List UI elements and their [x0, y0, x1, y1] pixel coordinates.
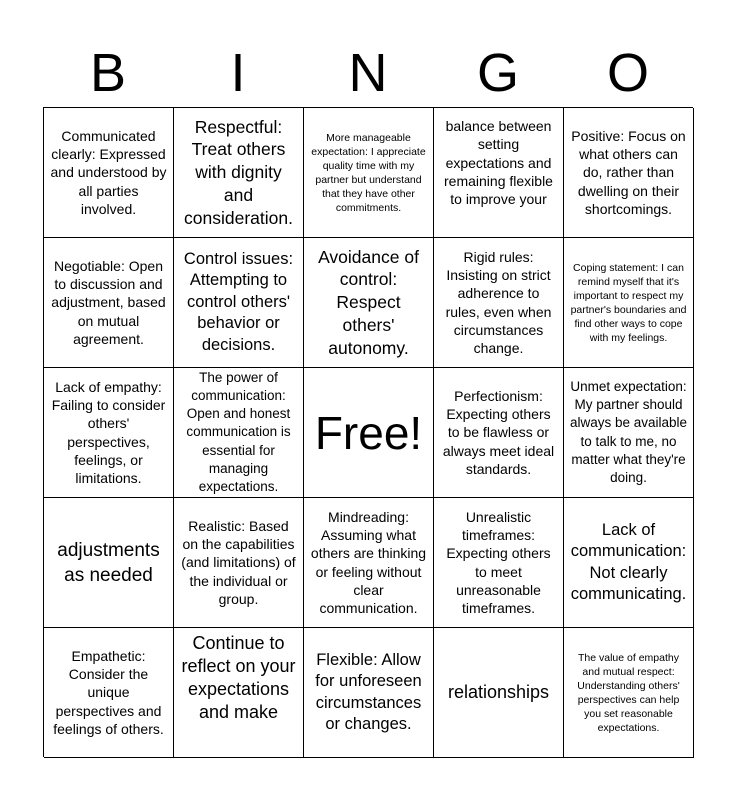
cell-text: Coping statement: I can remind myself that it's important to respect my partner's boundaries and find other ways to cope with my feelings. [570, 261, 687, 344]
header-letter-n: N [348, 43, 388, 103]
bingo-cell[interactable] [304, 628, 434, 758]
bingo-cell[interactable] [564, 368, 694, 498]
cell-text: Unrealistic timeframes: Expecting others to meet unreasonable timeframes. [446, 508, 551, 617]
bingo-cell[interactable] [304, 108, 434, 238]
bingo-cell[interactable] [174, 628, 304, 758]
cell-text: Realistic: Based on the capabilities (and limitations) of the individual or group. [181, 517, 296, 607]
cell-text: adjustments as needed [57, 539, 160, 586]
header-letter-b: B [89, 43, 127, 103]
cell-text: balance between setting expectations and remaining flexible to improve your [444, 118, 553, 208]
bingo-cell[interactable] [564, 108, 694, 238]
cell-text: Empathetic: Consider the unique perspectives and feelings of others. [53, 647, 164, 737]
cell-text: Continue to reflect on your expectations and make [181, 633, 296, 722]
bingo-cell[interactable] [304, 498, 434, 628]
bingo-cell[interactable] [44, 108, 174, 238]
bingo-grid [43, 107, 693, 757]
bingo-cell[interactable] [564, 498, 694, 628]
bingo-cell[interactable] [174, 108, 304, 238]
bingo-cell[interactable] [564, 628, 694, 758]
cell-text: The power of communication: Open and honest communication is essential for managing expectations. [186, 369, 291, 495]
bingo-cell[interactable] [44, 628, 174, 758]
free-space-cell[interactable] [304, 368, 434, 498]
bingo-cell[interactable] [434, 628, 564, 758]
header-letter-g: G [476, 43, 519, 103]
bingo-cell[interactable] [434, 108, 564, 238]
cell-text: Lack of communication: Not clearly communicating. [570, 520, 687, 603]
cell-text: Lack of empathy: Failing to consider others' perspectives, feelings, or limitations. [51, 378, 166, 487]
bingo-cell[interactable] [44, 498, 174, 628]
cell-text: Unmet expectation: My partner should always be available to talk to me, no matter what they're doing. [569, 378, 688, 485]
cell-text: Perfectionism: Expecting others to be flawless or always meet ideal standards. [442, 387, 555, 477]
cell-text: Control issues: Attempting to control others' behavior or decisions. [183, 249, 294, 354]
free-space-label: Free! [314, 406, 423, 459]
header-letter-i: I [230, 43, 246, 103]
bingo-cell[interactable] [434, 368, 564, 498]
cell-text: Mindreading: Assuming what others are thinking or feeling without clear communication. [310, 508, 427, 617]
cell-text: The value of empathy and mutual respect: Understanding others' perspectives can help you set reasonable expectations. [577, 651, 680, 734]
cell-text: Respectful: Treat others with dignity and consideration. [184, 116, 293, 228]
bingo-cell[interactable] [44, 368, 174, 498]
bingo-cell[interactable] [174, 498, 304, 628]
bingo-cell[interactable] [44, 238, 174, 368]
cell-text: Positive: Focus on what others can do, rather than dwelling on their shortcomings. [571, 127, 686, 217]
cell-text: relationships [447, 682, 550, 702]
bingo-cell[interactable] [564, 238, 694, 368]
cell-text: Communicated clearly: Expressed and understood by all parties involved. [50, 127, 167, 217]
bingo-cell[interactable] [434, 238, 564, 368]
cell-text: Flexible: Allow for unforeseen circumstances or changes. [315, 650, 422, 733]
cell-text: Negotiable: Open to discussion and adjustment, based on mutual agreement. [51, 257, 166, 347]
bingo-header [43, 40, 693, 106]
bingo-cell[interactable] [434, 498, 564, 628]
cell-text: Rigid rules: Insisting on strict adherence to rules, even when circumstances change. [445, 248, 552, 357]
bingo-cell[interactable] [174, 368, 304, 498]
bingo-cell[interactable] [304, 238, 434, 368]
cell-text: Avoidance of control: Respect others' autonomy. [318, 246, 419, 358]
bingo-cell[interactable] [174, 238, 304, 368]
cell-text: More manageable expectation: I appreciate quality time with my partner but understand that they have other commitments. [311, 131, 426, 214]
header-letter-o: O [606, 43, 649, 103]
